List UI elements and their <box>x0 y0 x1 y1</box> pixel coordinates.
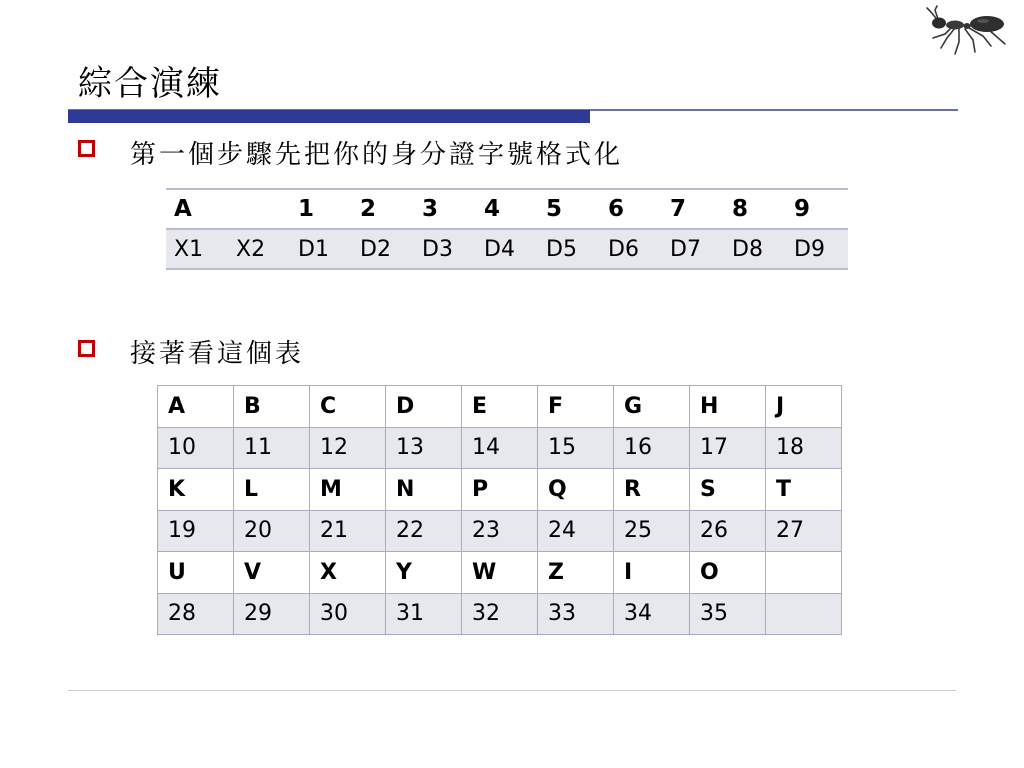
table-cell: V <box>234 552 310 594</box>
id-format-table <box>166 188 848 270</box>
table-cell: 1 <box>290 189 352 229</box>
ant-icon <box>925 4 1017 60</box>
bullet-text-1: 第一個步驟先把你的身分證字號格式化 <box>130 140 624 170</box>
table-row <box>158 593 842 635</box>
table-cell: 9 <box>786 189 848 229</box>
table-cell: 12 <box>310 427 386 469</box>
table-cell: D1 <box>290 229 352 269</box>
table-cell: 28 <box>158 593 234 635</box>
table-cell: O <box>690 552 766 594</box>
table-cell: 32 <box>462 593 538 635</box>
table-cell: 3 <box>414 189 476 229</box>
table-cell: X <box>310 552 386 594</box>
table-cell: 26 <box>690 510 766 552</box>
table-row <box>158 552 842 594</box>
table-cell: R <box>614 469 690 511</box>
table-cell: W <box>462 552 538 594</box>
table-cell: S <box>690 469 766 511</box>
table-cell: 29 <box>234 593 310 635</box>
table-cell: E <box>462 386 538 428</box>
table-cell: 15 <box>538 427 614 469</box>
table-cell: 35 <box>690 593 766 635</box>
table-row <box>158 427 842 469</box>
table-cell <box>766 552 842 594</box>
square-bullet-icon <box>78 140 95 157</box>
table-cell: L <box>234 469 310 511</box>
table-cell: 21 <box>310 510 386 552</box>
table-cell: 14 <box>462 427 538 469</box>
table-cell: 33 <box>538 593 614 635</box>
table-cell: 4 <box>476 189 538 229</box>
table-cell: X2 <box>228 229 290 269</box>
table-cell: A <box>158 386 234 428</box>
table-cell: F <box>538 386 614 428</box>
table-cell: 31 <box>386 593 462 635</box>
table-cell: 30 <box>310 593 386 635</box>
title-rule-thick <box>68 110 590 123</box>
table-cell: 7 <box>662 189 724 229</box>
table-row <box>166 189 848 229</box>
table-cell: M <box>310 469 386 511</box>
table-cell: 10 <box>158 427 234 469</box>
table-cell: 2 <box>352 189 414 229</box>
table-cell: B <box>234 386 310 428</box>
table-cell: 11 <box>234 427 310 469</box>
table-cell: Q <box>538 469 614 511</box>
table-cell: D5 <box>538 229 600 269</box>
table-cell: 16 <box>614 427 690 469</box>
table-cell: 24 <box>538 510 614 552</box>
slide-title: 綜合演練 <box>78 64 222 104</box>
table-cell: D7 <box>662 229 724 269</box>
table-cell: 19 <box>158 510 234 552</box>
table-cell: 17 <box>690 427 766 469</box>
table-cell: I <box>614 552 690 594</box>
table-row <box>158 469 842 511</box>
table-cell: P <box>462 469 538 511</box>
table-row <box>158 386 842 428</box>
table-cell: D6 <box>600 229 662 269</box>
bullet-text-2: 接著看這個表 <box>130 339 305 369</box>
table-cell: D <box>386 386 462 428</box>
table-cell: X1 <box>166 229 228 269</box>
table-cell: Z <box>538 552 614 594</box>
table-cell: 27 <box>766 510 842 552</box>
table-cell: H <box>690 386 766 428</box>
table-cell <box>228 189 290 229</box>
table-cell: D8 <box>724 229 786 269</box>
table-cell: D4 <box>476 229 538 269</box>
table-cell: 8 <box>724 189 786 229</box>
table-cell: 34 <box>614 593 690 635</box>
table-row <box>158 510 842 552</box>
table-cell: K <box>158 469 234 511</box>
table-cell: 5 <box>538 189 600 229</box>
table-cell: 13 <box>386 427 462 469</box>
square-bullet-icon <box>78 340 95 357</box>
table-cell: 6 <box>600 189 662 229</box>
table-cell: 18 <box>766 427 842 469</box>
table-cell: 25 <box>614 510 690 552</box>
table-cell: C <box>310 386 386 428</box>
table-cell: 22 <box>386 510 462 552</box>
table-cell: A <box>166 189 228 229</box>
table-cell: N <box>386 469 462 511</box>
table-cell <box>766 593 842 635</box>
table-cell: D9 <box>786 229 848 269</box>
table-cell: 20 <box>234 510 310 552</box>
letter-code-table <box>157 385 842 635</box>
table-cell: D2 <box>352 229 414 269</box>
table-cell: 23 <box>462 510 538 552</box>
table-cell: G <box>614 386 690 428</box>
table-cell: J <box>766 386 842 428</box>
table-cell: Y <box>386 552 462 594</box>
table-cell: T <box>766 469 842 511</box>
table-cell: D3 <box>414 229 476 269</box>
table-row <box>166 229 848 269</box>
table-cell: U <box>158 552 234 594</box>
footer-rule <box>68 690 956 691</box>
